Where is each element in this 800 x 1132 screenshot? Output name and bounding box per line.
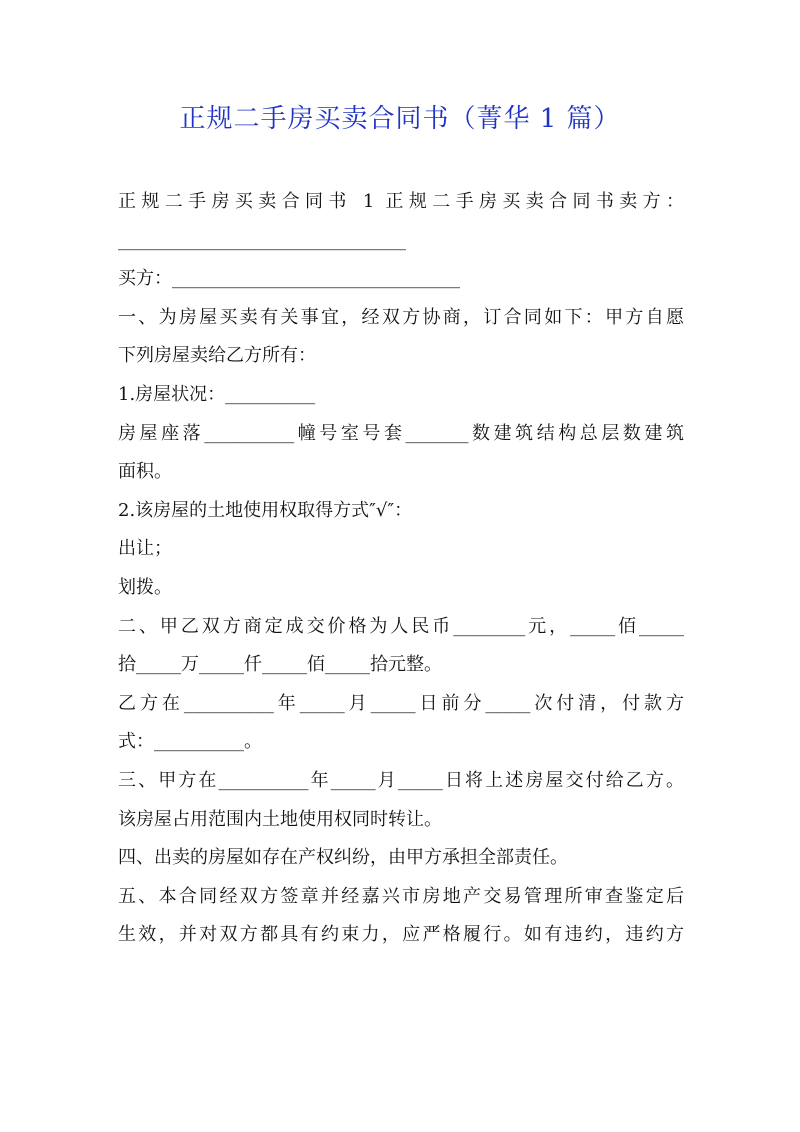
body-line-8: 面积。: [118, 461, 172, 483]
body-line-13: 拾_____万_____仟_____佰_____拾元整。: [118, 654, 442, 676]
body-line-6: 1.房屋状况：__________: [118, 383, 316, 405]
body-line-15: 式：__________。: [118, 731, 262, 753]
document-title: 正规二手房买卖合同书（菁华 1 篇）: [179, 104, 621, 134]
body-line-3: 买方：________________________________: [118, 268, 460, 290]
body-line-5: 下列房屋卖给乙方所有：: [118, 345, 316, 367]
document-body: [118, 183, 684, 955]
body-line-16: 三、甲方在__________年_____月_____日将上述房屋交付给乙方。: [118, 769, 684, 791]
body-line-18: 四、出卖的房屋如存在产权纠纷，由甲方承担全部责任。: [118, 847, 568, 869]
body-line-17: 该房屋占用范围内土地使用权同时转让。: [118, 808, 442, 830]
body-line-12: 二、甲乙双方商定成交价格为人民币________元，_____佰_____: [118, 615, 684, 637]
body-line-1: 正规二手房买卖合同书 1 正规二手房买卖合同书卖方：: [118, 191, 684, 212]
body-line-4: 一、为房屋买卖有关事宜，经双方协商，订合同如下：甲方自愿: [118, 306, 684, 328]
body-line-14: 乙方在__________年_____月_____日前分_____次付清，付款方: [118, 692, 684, 714]
body-line-9: 2.该房屋的土地使用权取得方式″√″：: [118, 499, 413, 521]
body-line-2: ________________________________: [118, 229, 406, 251]
body-line-11: 划拨。: [118, 576, 172, 598]
body-line-10: 出让；: [118, 538, 172, 560]
body-line-20: 生效，并对双方都具有约束力，应严格履行。如有违约，违约方: [118, 924, 684, 946]
body-line-7: 房屋座落__________幢号室号套_______数建筑结构总层数建筑: [118, 422, 684, 444]
body-line-19: 五、本合同经双方签章并经嘉兴市房地产交易管理所审查鉴定后: [118, 885, 684, 907]
